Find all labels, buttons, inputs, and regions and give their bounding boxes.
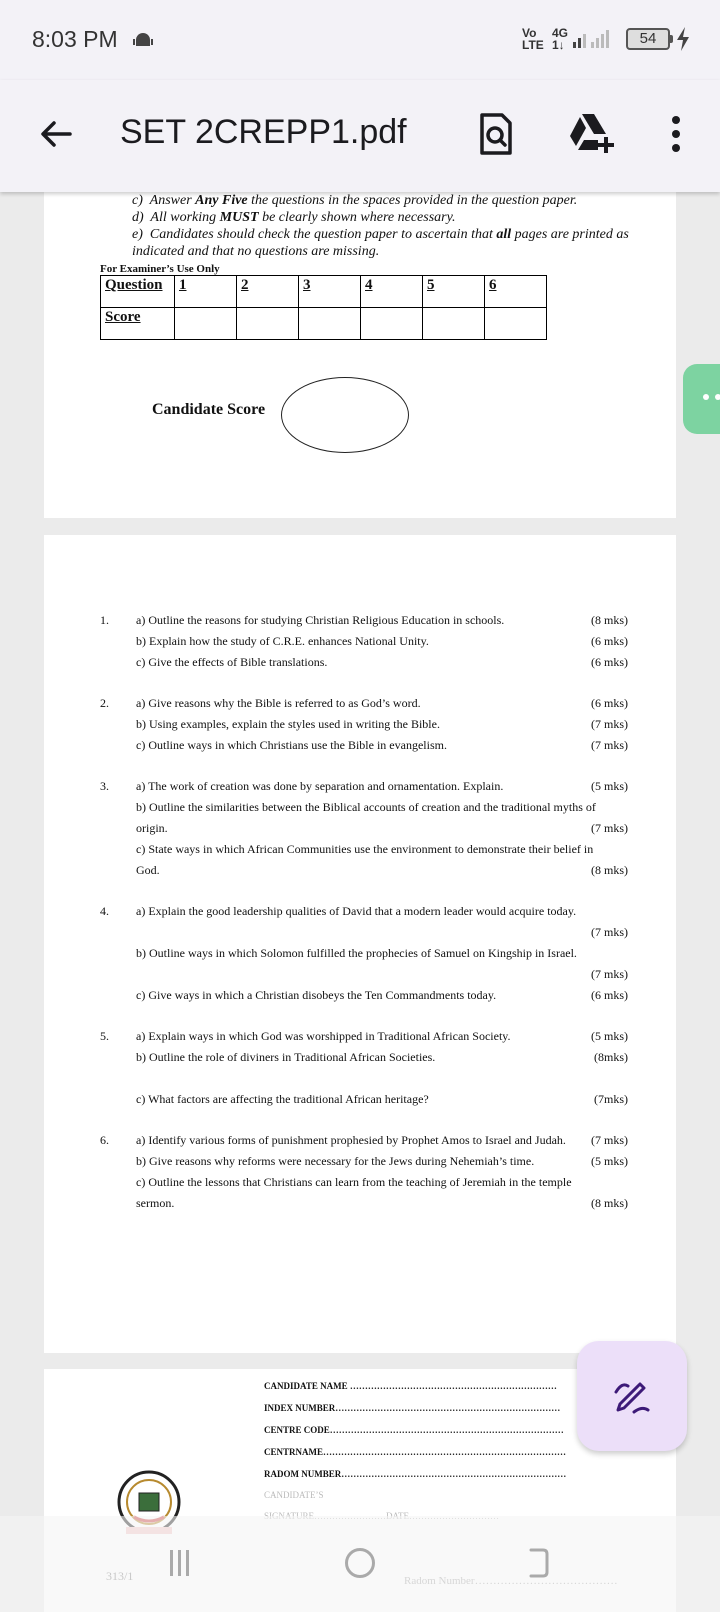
pdf-page-2: 1. a) Outline the reasons for studying Christian Religious Education in schools. (8 mks) b) Explain how the study of C.R.E. enhances National Unity. (6 mks) c) Give the effects of Bible translations. (6 mks) 2. a) Give reasons why the Bible is referred to as God’s word. (6 mks) b) Using examples, explain the styles used in writing the Bible. (7 mks) c) Outline ways in which Christians use the Bible in evangelism. (7 mks) 3. a) The work of creation was done by separation and ornamentation. Explain. (5 mks) b) Outline the similarities between the Biblical accounts of creation and the traditional myths of origin. (7 mks) c) State ways in which African Communities use the environment to demonstrate their belief in God. (8 mks) 4. a) Explain the good leadership qualities of David that a modern leader would acquire today. (7 mks) b) Outline ways in which Solomon fulfilled the prophecies of Samuel on Kingship in Israel. (7 mks) c) Give ways in which a Christian disobeys the Ten Commandments today. (6 mks) 5. a) Explain ways in which God was worshipped in Traditional African Society. (5 mks) b) Outline the role of diviners in Traditional African Societies. (8mks) c) What factors are affecting the traditional African heritage? (7mks) 6. a) Identify various forms of punishment prophesied by Prophet Amos to Israel and Judah. (7 mks) b) Give reasons why reforms were necessary for the Jews during Nehemiah’s time. (5 mks) c) Outline the lessons that Christians can learn from the teaching of Jeremiah in the temple sermon. (8 mks) [44,535,676,1353]
home-icon[interactable] [345,1548,375,1578]
document-title: SET 2CREPP1.pdf [120,113,407,151]
find-in-page-icon[interactable] [476,112,516,156]
instruction-d: d) All working MUST be clearly shown where necessary. [132,210,456,225]
table-col-2: 2 [237,276,299,308]
annotate-fab-button[interactable] [577,1341,687,1451]
handle-dot [715,394,720,400]
volte-indicator: Vo LTE [522,26,544,52]
system-nav-bar [0,1516,720,1612]
table-header-question: Question [101,276,175,308]
charging-bolt-icon [675,27,691,51]
score-cell [423,308,485,340]
table-col-6: 6 [485,276,547,308]
form-index-number: INDEX NUMBER………………………………………………………………… [264,1403,561,1413]
table-row [101,308,547,340]
network-type-indicator: 4G 1↓ [552,26,569,52]
nav-back-icon[interactable] [525,1546,549,1580]
table-col-1: 1 [175,276,237,308]
battery-tip [670,35,673,43]
form-centre-code: CENTRE CODE…………………………………………………………………… [264,1425,564,1435]
score-cell [361,308,423,340]
battery-indicator: 54 [626,28,670,50]
candidate-score-oval [281,377,409,453]
add-to-drive-icon[interactable] [568,112,616,156]
examiner-label: For Examiner’s Use Only [100,263,220,275]
table-row [101,276,547,308]
examiner-table [100,275,547,340]
table-score-label: Score [101,308,175,340]
form-centre-name: CENTRNAME……………………………………………………………………… [264,1447,567,1457]
signal-strength-icon [571,28,611,50]
instruction-e: e) Candidates should check the question paper to ascertain that all pages are printed as indicated and that no questions are missing. [132,227,629,259]
status-bar [0,0,720,80]
recents-icon[interactable] [168,1548,192,1578]
table-col-3: 3 [299,276,361,308]
arrow-left-icon[interactable] [36,114,76,154]
form-candidates-label: CANDIDATE’S [264,1490,324,1500]
score-cell [175,308,237,340]
candidate-score-label: Candidate Score [152,401,266,418]
table-col-4: 4 [361,276,423,308]
form-candidate-name: CANDIDATE NAME …………………………………………………………… [264,1381,557,1391]
score-cell [299,308,361,340]
instruction-c: c) Answer Any Five the questions in the spaces provided in the question paper. [132,193,578,208]
side-panel-handle[interactable] [683,364,720,434]
app-bar [0,80,720,192]
draw-pen-icon [612,1376,652,1416]
score-cell [485,308,547,340]
status-time: 8:03 PM [32,26,118,52]
form-radom-number: RADOM NUMBER………………………………………………………………… [264,1469,567,1479]
pdf-page-1 [44,192,676,518]
more-vert-icon[interactable] [664,114,688,154]
table-col-5: 5 [423,276,485,308]
handle-dot [703,394,709,400]
android-notification-icon [133,31,153,49]
score-cell [237,308,299,340]
